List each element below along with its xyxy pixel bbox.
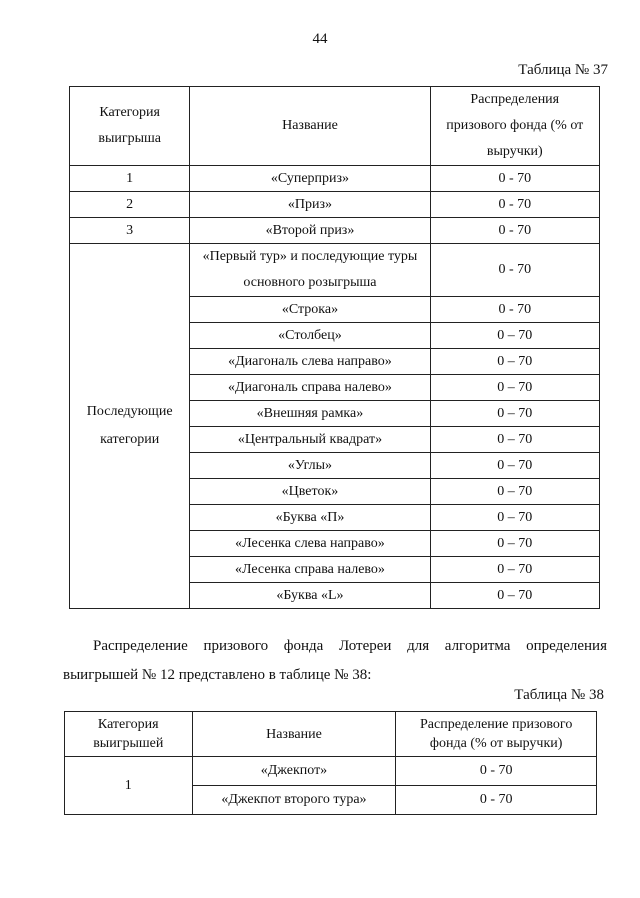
- table-38-caption: Таблица № 38: [514, 687, 604, 703]
- table-38: [64, 711, 597, 815]
- cell-value: 0 – 70: [430, 583, 599, 609]
- cell-value: 0 – 70: [430, 401, 599, 427]
- cell-value: 0 - 70: [430, 166, 599, 192]
- cell-name: «Строка»: [190, 297, 430, 323]
- cell-group-category: Последующие категории: [70, 244, 190, 609]
- table-row: [70, 166, 600, 192]
- cell-name: «Столбец»: [190, 323, 430, 349]
- cell-value: 0 - 70: [430, 297, 599, 323]
- cell-value: 0 – 70: [430, 323, 599, 349]
- cell-name: «Внешняя рамка»: [190, 401, 430, 427]
- cell-value: 0 - 70: [430, 218, 599, 244]
- table-37-caption: Таблица № 37: [518, 62, 608, 78]
- cell-category: 1: [70, 166, 190, 192]
- cell-value: 0 – 70: [430, 427, 599, 453]
- cell-name: «Лесенка слева направо»: [190, 531, 430, 557]
- cell-value: 0 – 70: [430, 479, 599, 505]
- cell-name: «Диагональ справа налево»: [190, 375, 430, 401]
- cell-name: «Буква «П»: [190, 505, 430, 531]
- table-38-header-name: Название: [192, 712, 396, 757]
- cell-category: 3: [70, 218, 190, 244]
- table-row: [65, 757, 597, 786]
- cell-name: «Углы»: [190, 453, 430, 479]
- body-paragraph: Распределение призового фонда Лотереи для алгоритма определения выигрышей № 12 представлено в таблице № 38:: [63, 638, 607, 683]
- table-row: [70, 244, 600, 297]
- cell-name: «Джекпот»: [192, 757, 396, 786]
- cell-name: «Лесенка справа налево»: [190, 557, 430, 583]
- table-row: [70, 192, 600, 218]
- table-row: [70, 218, 600, 244]
- page-number: 44: [312, 31, 328, 47]
- cell-value: 0 – 70: [430, 557, 599, 583]
- cell-name: «Приз»: [190, 192, 430, 218]
- cell-name: «Центральный квадрат»: [190, 427, 430, 453]
- cell-name: «Суперприз»: [190, 166, 430, 192]
- table-38-header-distribution: Распределение призового фонда (% от выручки): [396, 712, 597, 757]
- cell-value: 0 - 70: [396, 786, 597, 815]
- cell-name: «Цветок»: [190, 479, 430, 505]
- cell-value: 0 – 70: [430, 453, 599, 479]
- cell-category: 2: [70, 192, 190, 218]
- cell-category: 1: [65, 757, 193, 815]
- table-37: [69, 86, 600, 609]
- cell-name: «Джекпот второго тура»: [192, 786, 396, 815]
- cell-value: 0 – 70: [430, 375, 599, 401]
- cell-name: «Первый тур» и последующие туры основного розыгрыша: [190, 244, 430, 297]
- table-37-header-name: Название: [190, 87, 430, 166]
- table-37-header-category: Категория выигрыша: [70, 87, 190, 166]
- cell-value: 0 – 70: [430, 531, 599, 557]
- cell-name: «Буква «L»: [190, 583, 430, 609]
- cell-value: 0 - 70: [430, 192, 599, 218]
- table-37-header-distribution: Распределения призового фонда (% от выручки): [430, 87, 599, 166]
- cell-value: 0 - 70: [430, 244, 599, 297]
- cell-value: 0 – 70: [430, 505, 599, 531]
- table-38-header-category: Категория выигрышей: [65, 712, 193, 757]
- cell-name: «Второй приз»: [190, 218, 430, 244]
- cell-name: «Диагональ слева направо»: [190, 349, 430, 375]
- cell-value: 0 - 70: [396, 757, 597, 786]
- cell-value: 0 – 70: [430, 349, 599, 375]
